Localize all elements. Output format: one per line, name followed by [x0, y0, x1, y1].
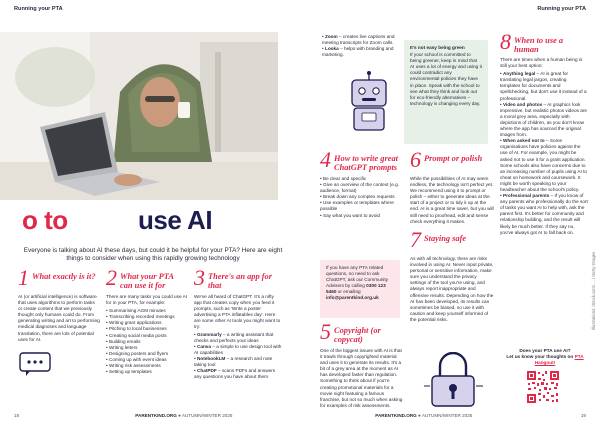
list-item: • Writing letters	[106, 345, 188, 351]
footer-site: PARENTKIND.ORG	[135, 413, 177, 418]
list-item: • Coming up with event ideas	[106, 357, 188, 363]
list-item: • Zoom – creates live captions and meeting transcripts for Zoom calls.	[322, 34, 398, 46]
phone-number: 0300 123 5460	[326, 283, 386, 295]
list-item: • Writing grant applications	[106, 320, 188, 326]
section-title: What your PTA can use it for	[120, 272, 174, 290]
headline-right: use AI	[138, 205, 213, 235]
robot-icon	[340, 70, 398, 134]
footer-issue: AUTUMN/WINTER 2025	[181, 413, 233, 418]
section-7	[410, 230, 494, 323]
tool-list	[194, 332, 282, 381]
footer: 18 PARENTKIND.ORG ● AUTUMN/WINTER 2025	[14, 413, 233, 418]
section-number: 4	[320, 150, 331, 172]
section-number: 6	[410, 150, 421, 172]
section-3	[194, 268, 282, 380]
chat-icon	[18, 351, 100, 377]
list-item: • Video and photos – AI graphics look impressive, but realistic photos videos are a moral grey area, especially with depictions of children, as you don't know where the app has sourced the original images from.	[500, 102, 588, 139]
image-credits: Illustrations: iStock.com/ ... / Getty Images	[591, 251, 596, 330]
footer-site: PARENTKIND.ORG	[375, 413, 417, 418]
pta-hangout-link[interactable]: PTA Hangout!	[534, 354, 584, 366]
right-page	[300, 0, 600, 424]
section-title: When to use a human	[514, 36, 564, 54]
headline	[0, 205, 300, 239]
task-list	[106, 308, 188, 375]
list-item: • Professional parents – If you know of any parents who professionally do the sort of tasks you want AI to help with, ask the parent first. It's better for community and relationship building, and the result will likely be much better. If they say no, you've always got AI to fall back on.	[500, 193, 588, 236]
list-item: • Looka – helps with branding and marketing.	[322, 46, 398, 58]
prompt-tips-list	[320, 176, 404, 219]
section-2	[106, 268, 188, 375]
section-number: 8	[500, 32, 511, 54]
footer-issue: AUTUMN/WINTER 2025	[421, 413, 473, 418]
section-body: We've all heard of ChatGPT. It's a nifty app that creates copy when you feed it prompts, such as 'Write a poster advertising a PTA inflatables day'. Here are some other AI tools you might want to try:	[194, 294, 281, 330]
list-item: • Grammarly – a writing assistant that checks and perfects your ideas	[194, 332, 282, 344]
padlock-icon	[420, 352, 486, 408]
list-item: • Give an overview of the context (e.g. audience, format)	[320, 182, 404, 194]
cta-line2: Let us know your thoughts on	[506, 354, 575, 360]
list-item: • Designing posters and flyers	[106, 351, 188, 357]
section-body: While the possibilities of AI may seem endless, the technology isn't perfect yet. We recommend using it to prompt or polish – either to generate ideas at the start of a project or to tidy it up at the end. AI is a great time saver, but you will still need to proofread, edit and sense check everything it makes.	[410, 176, 494, 224]
list-item: • ChatPDF – scans PDFs and answers any questions you have about them	[194, 368, 282, 380]
call-to-action	[506, 348, 584, 366]
list-item: • Building emails	[106, 339, 188, 345]
standfirst: Everyone is talking about AI these days, but could it be helpful for your PTA? Here are eight things to consider when using this rapidly growing technology	[23, 247, 283, 263]
box-body: If your school is committed to being greener, keep in mind that AI uses a lot of energy and using it could contradict any environmental policies they have in place. Speak with the school to see what they think and look out for eco-friendly alternatives – technology is changing every day.	[410, 52, 482, 106]
section-1	[18, 268, 100, 377]
footer: PARENTKIND.ORG ● AUTUMN/WINTER 2025 19	[375, 413, 586, 418]
running-head: Running your PTA	[537, 6, 586, 12]
cta-line1: Does your PTA use AI?	[519, 348, 571, 353]
list-item: • Be clear and specific	[320, 176, 404, 182]
section-title: Prompt or polish	[424, 154, 483, 163]
section-body: AI (or artificial intelligence) is software that uses algorithms to perform tasks or create content that we previously thought only humans could do. From generating writing and art to performing medical diagnoses and language translation, there are lots of potential uses for AI.	[18, 294, 100, 342]
section-number: 7	[410, 230, 421, 252]
list-item: • Canva – a simple to use design tool with AI capabilities	[194, 344, 282, 356]
email-link[interactable]: info@parentkind.org.uk	[326, 295, 379, 301]
section-6	[410, 150, 494, 225]
section-title: Copyright (or copycat)	[334, 326, 381, 344]
section-intro: There are times when a human being is still your best option:	[500, 57, 583, 69]
qr-code[interactable]	[526, 370, 560, 404]
list-item: • Use examples or templates where possible	[320, 200, 404, 212]
list-item: • Anything legal – AI is great for translating legal jargon, creating templates for documents and spellchecking, but don't use it instead of a professional.	[500, 71, 588, 101]
human-list	[500, 71, 588, 236]
section-body: As with all technology, there are risks involved in using AI. Never input private, personal or sensitive information, make sure you understand the privacy settings of the tool you're using, and always report inappropriate and offensive results. Depending on how the AI has been developed, its results can sometimes be biased, so use it with caution and keep yourself informed of the potential risks.	[410, 256, 494, 322]
list-item: • NotebookLM – a research and note taking tool	[194, 356, 282, 368]
list-item: • Break down any complex requests	[320, 194, 404, 200]
section-4	[320, 150, 404, 219]
headline-left: o to	[22, 205, 68, 235]
green-box	[404, 40, 488, 144]
section-number: 3	[194, 268, 205, 290]
page-number: 19	[580, 413, 586, 418]
list-item: • Writing risk assessments	[106, 363, 188, 369]
section-title: How to write great ChatGPT prompts	[334, 154, 398, 172]
section-number: 1	[18, 268, 29, 290]
box-title: It's not easy being green	[410, 45, 465, 50]
running-head: Running your PTA	[14, 6, 63, 12]
list-item: • When asked not to – Some organisations have policies against the use of AI. For example, you might be asked not to use it for a grant application. Some schools also have concerns due to an increasing number of pupils using AI to cheat on homework and coursework. It might be worth speaking to your headteacher about the school's policy.	[500, 138, 588, 193]
section-5	[320, 322, 404, 409]
list-item: • Transcribing recorded meetings	[106, 314, 188, 320]
hero-photo	[0, 32, 278, 200]
section-number: 2	[106, 268, 117, 290]
tool-list-continued	[322, 34, 398, 58]
list-item: • Say what you want to avoid	[320, 213, 404, 219]
section-body: One of the biggest issues with AI is that it trawls through copyrighted material and uses it to generate its results. It's a bit of a grey area at the moment as AI has developed faster than regulation. Something to think about if you're creating promotional materials for a movie night featuring a famous franchise, but not so much when asking for examples of risk assessments.	[320, 348, 403, 408]
pink-box: If you have any PTA related questions, no need to ask ChatGPT, ask our Community Advisers by calling 0300 123 5460 or emailing info@parentkind.org.uk	[320, 260, 400, 318]
list-item: • Creating social media posts	[106, 333, 188, 339]
list-item: • Summarising AGM minutes	[106, 308, 188, 314]
section-number: 5	[320, 322, 331, 344]
box-body: If you have any PTA related questions, no need to ask ChatGPT, ask our Community Advisers by calling	[326, 265, 388, 289]
section-8	[500, 32, 588, 236]
page-number: 18	[14, 413, 20, 418]
section-intro: There are many tasks you could use AI for in your PTA, for example:	[106, 294, 188, 306]
section-title: What exactly is it?	[32, 272, 96, 281]
section-title: Staying safe	[424, 234, 467, 243]
section-title: There's an app for that	[208, 272, 272, 290]
list-item: • Pitching to local businesses	[106, 326, 188, 332]
list-item: • Setting up templates	[106, 369, 188, 375]
